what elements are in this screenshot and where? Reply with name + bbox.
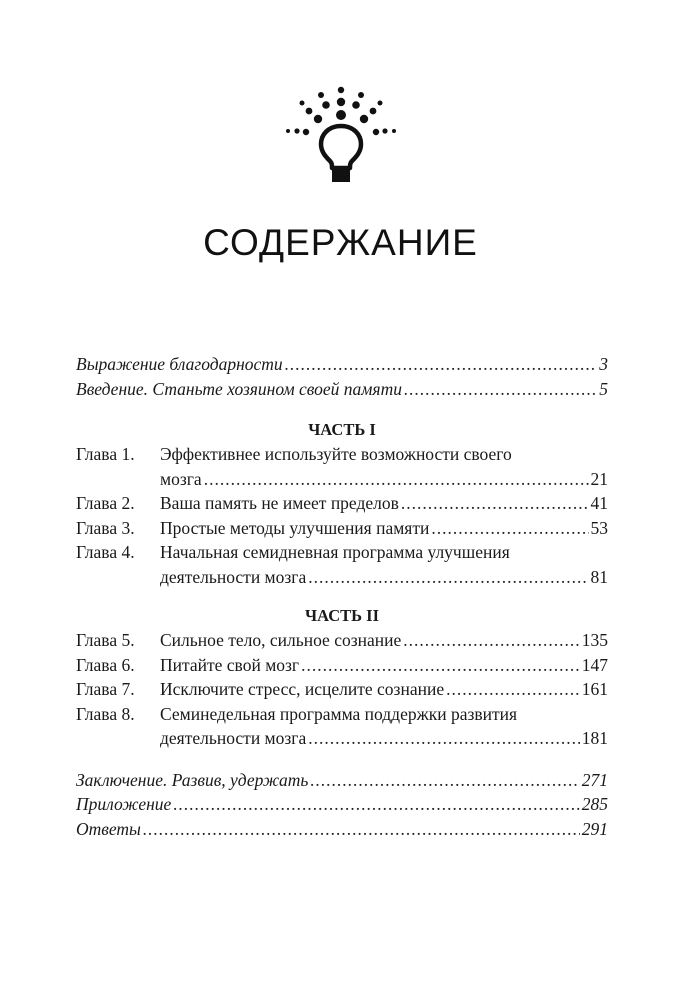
toc-chapter-8[interactable] <box>76 702 608 751</box>
dot-leader <box>301 653 580 678</box>
chapter-title-line2: деятельности мозга <box>160 728 307 748</box>
toc-chapter-1[interactable] <box>76 442 608 491</box>
dot-leader <box>173 792 579 817</box>
toc-page-number: 147 <box>581 654 608 675</box>
toc-page-number: 21 <box>590 468 608 489</box>
chapter-title: Ваша память не имеет пределов <box>160 493 399 513</box>
chapter-title: Простые методы улучшения памяти <box>160 517 430 538</box>
chapter-label: Глава 2. <box>76 493 135 513</box>
chapter-label: Глава 1. <box>76 444 135 464</box>
part-heading: ЧАСТЬ I <box>308 420 376 439</box>
toc-chapter-7[interactable] <box>76 677 608 702</box>
chapter-label: Глава 4. <box>76 542 135 562</box>
toc-chapter-4[interactable] <box>76 540 608 589</box>
toc-entry-conclusion[interactable] <box>76 768 608 793</box>
chapter-label: Глава 7. <box>76 679 135 699</box>
page-title: СОДЕРЖАНИЕ <box>203 222 478 263</box>
toc-page-number: 271 <box>581 769 608 790</box>
dot-leader <box>204 467 589 492</box>
dot-leader <box>285 352 598 377</box>
toc-chapter-5[interactable] <box>76 628 608 653</box>
dot-leader <box>143 817 580 842</box>
toc-entry-title: Ответы <box>76 818 141 839</box>
toc-page-number: 291 <box>581 818 608 839</box>
toc-page-number: 181 <box>581 728 608 748</box>
chapter-title-line1: Семинедельная программа поддержки развития <box>160 703 518 724</box>
lightbulb-icon <box>285 86 397 186</box>
toc-entry-title: Введение. Станьте хозяином своей памяти <box>76 378 402 399</box>
dot-leader <box>431 516 588 541</box>
chapter-label: Глава 8. <box>76 703 135 724</box>
toc-page-number: 285 <box>581 794 608 814</box>
toc-entry-title: Выражение благодарности <box>76 354 283 374</box>
chapter-label: Глава 6. <box>76 654 135 675</box>
toc-entry-acknowledgements[interactable] <box>76 352 608 377</box>
dot-leader <box>404 377 597 402</box>
chapter-title-line1: Начальная семидневная программа улучшения <box>160 542 510 562</box>
chapter-label: Глава 3. <box>76 517 135 538</box>
toc-entry-answers[interactable] <box>76 817 608 842</box>
toc-chapter-3[interactable] <box>76 516 608 541</box>
dot-leader <box>401 491 589 516</box>
dot-leader <box>310 768 579 793</box>
toc-entry-appendix[interactable] <box>76 792 608 817</box>
chapter-title: Исключите стресс, исцелите сознание <box>160 679 445 699</box>
chapter-title: Питайте свой мозг <box>160 654 300 675</box>
chapter-title: Сильное тело, сильное сознание <box>160 630 402 650</box>
toc-chapter-2[interactable] <box>76 491 608 516</box>
dot-leader <box>403 628 580 653</box>
toc-page-number: 41 <box>590 493 608 513</box>
part-heading: ЧАСТЬ II <box>304 606 379 625</box>
toc-page-number: 81 <box>590 566 608 587</box>
chapter-label: Глава 5. <box>76 630 135 650</box>
toc-page-number: 53 <box>590 517 608 538</box>
toc-chapter-6[interactable] <box>76 653 608 678</box>
toc-entry-title: Заключение. Развив, удержать <box>76 769 309 790</box>
toc-page-number: 135 <box>581 630 608 650</box>
dot-leader <box>446 677 580 702</box>
chapter-title-line2: мозга <box>160 468 202 489</box>
toc-page-number: 5 <box>599 378 608 399</box>
table-of-contents <box>76 352 608 841</box>
dot-leader <box>308 726 580 751</box>
toc-entry-introduction[interactable] <box>76 377 608 402</box>
chapter-title-line2: деятельности мозга <box>160 566 307 587</box>
toc-page-number: 161 <box>581 679 608 699</box>
dot-leader <box>308 565 588 590</box>
toc-page-number: 3 <box>599 354 608 374</box>
chapter-title-line1: Эффективнее используйте возможности своего <box>160 444 512 464</box>
toc-entry-title: Приложение <box>76 794 172 814</box>
